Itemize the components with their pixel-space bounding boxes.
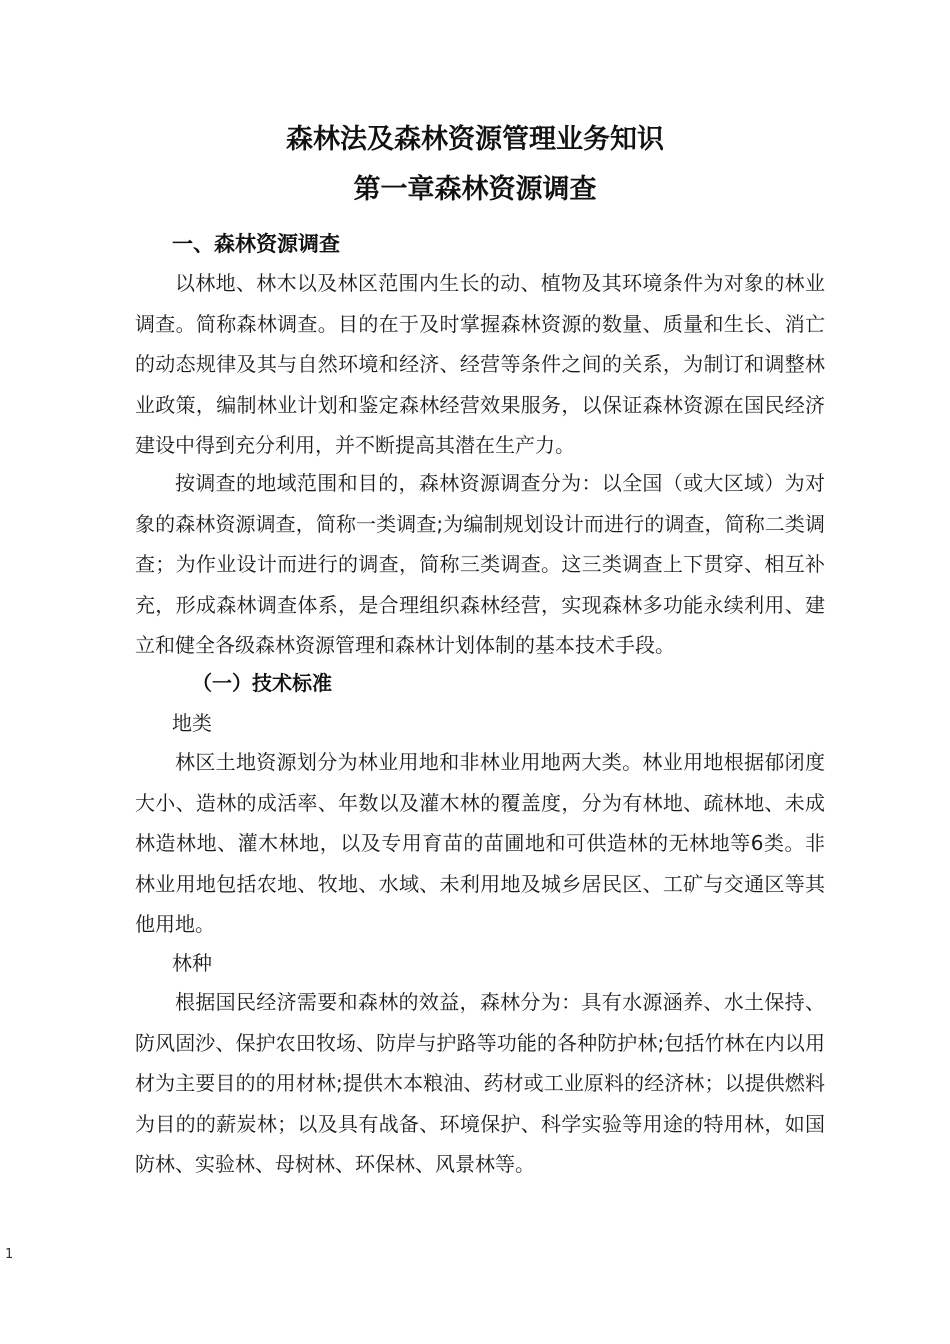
paragraph-land-types: 林区土地资源划分为林业用地和非林业用地两大类。林业用地根据郁闭度大小、造林的成活率、年数以及灌木林的覆盖度，分为有林地、疏林地、未成林造林地、灌木林地，以及专用育苗的苗圃地和可供造林的无林地等6类。非林业用地包括农地、牧地、水域、未利用地及城乡居民区、工矿与交通区等其他用地。 [135,750,825,936]
paragraph-definition: 以林地、林木以及林区范围内生长的动、植物及其环境条件为对象的林业调查。简称森林调查。目的在于及时掌握森林资源的数量、质量和生长、消亡的动态规律及其与自然环境和经济、经营等条件之间的关系，为制订和调整林业政策，编制林业计划和鉴定森林经营效果服务，以保证森林资源在国民经济建设中得到充分利用，并不断提高其潜在生产力。 [135,271,825,457]
document-title: 森林法及森林资源管理业务知识 [286,124,664,155]
chapter-title: 第一章森林资源调查 [353,174,597,205]
page-number: 1 [5,1247,14,1262]
paragraph-forest-types: 根据国民经济需要和森林的效益，森林分为：具有水源涵养、水土保持、防风固沙、保护农田牧场、防岸与护路等功能的各种防护林;包括竹林在内以用材为主要目的的用材林;提供木本粮油、药材或工业原料的经济林；以提供燃料为目的的薪炭林；以及具有战备、环境保护、科学实验等用途的特用林，如国防林、实验林、母树林、环保林、风景林等。 [135,990,825,1176]
land-type-label: 地类 [172,711,212,735]
subsection-heading: （一）技术标准 [192,671,332,695]
forest-type-label: 林种 [172,951,212,975]
paragraph-survey-types: 按调查的地域范围和目的，森林资源调查分为：以全国（或大区域）为对象的森林资源调查，简称一类调查;为编制规划设计而进行的调查，简称二类调查；为作业设计而进行的调查，简称三类调查。这三类调查上下贯穿、相互补充，形成森林调查体系，是合理组织森林经营，实现森林多功能永续利用、建立和健全各级森林资源管理和森林计划体制的基本技术手段。 [135,471,825,657]
section-heading: 一、森林资源调查 [172,232,340,256]
